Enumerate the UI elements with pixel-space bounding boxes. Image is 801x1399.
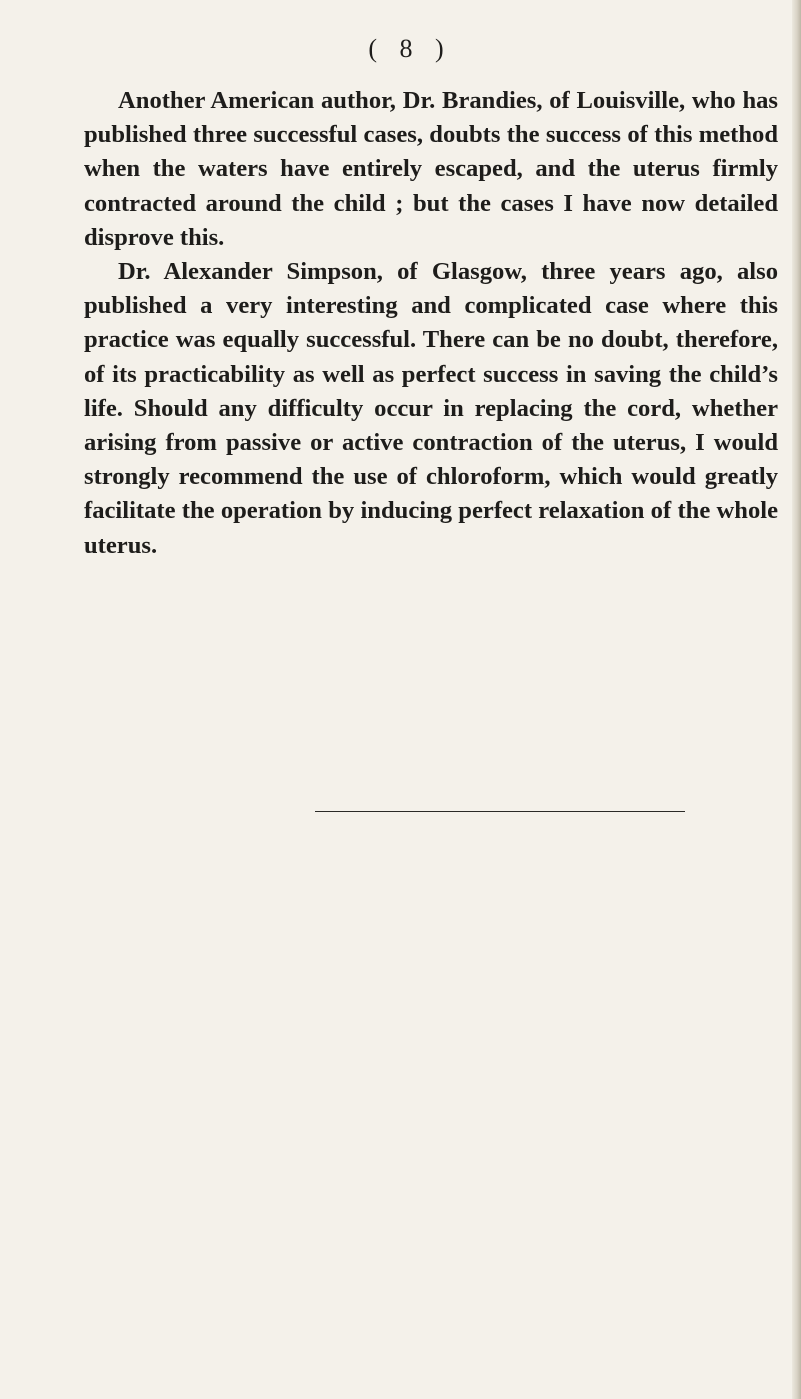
body-text (84, 84, 778, 563)
paragraph-simpson: Dr. Alexander Simpson, of Glasgow, three years ago, also published a very interesting and complicated case where this practice was equally successful. There can be no doubt, therefore, of its practicability as well as perfect success in saving the child’s life. Should any difficulty occur in replacing the cord, whether arising from passive or active contraction of the uterus, I would strongly recommend the use of chloroform, which would greatly facilitate the operation by inducing perfect relaxation of the whole uterus. (84, 258, 778, 559)
paragraph-brandies: Another American author, Dr. Brandies, of Louisville, who has published three successful cases, doubts the success of this method when the waters have entirely escaped, and the uterus firmly contracted around the child ; but the cases I have now detailed disprove this. (84, 87, 778, 251)
page-edge-shadow (792, 0, 801, 1399)
section-divider (315, 811, 685, 812)
page-number: ( 8 ) (368, 34, 452, 63)
